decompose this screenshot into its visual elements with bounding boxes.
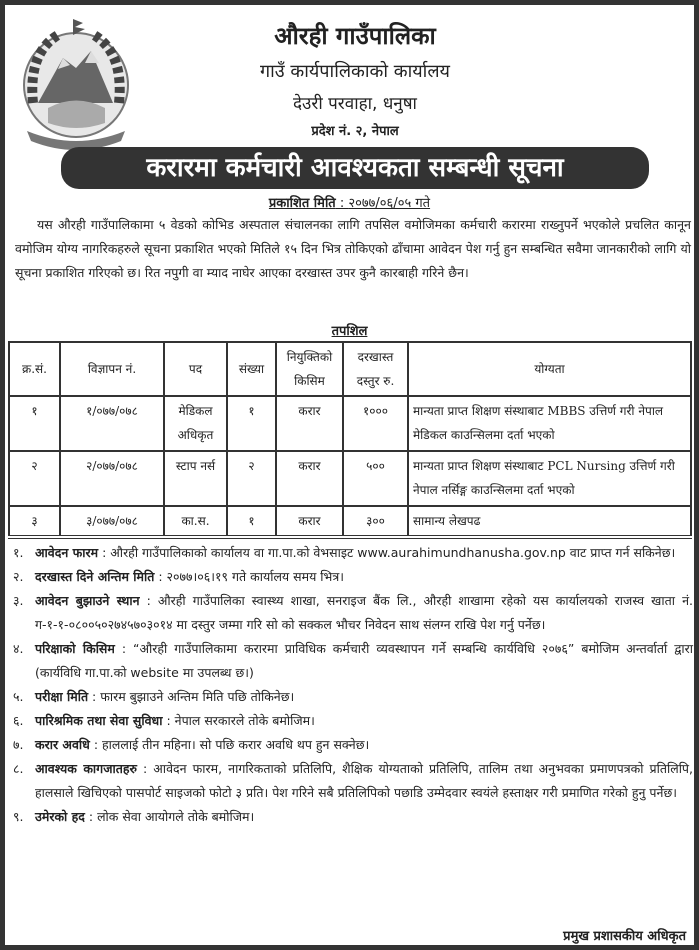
col-header-qualification: योग्यता	[408, 342, 691, 396]
term-item	[13, 589, 693, 637]
details-heading: तपशिल	[331, 324, 368, 339]
term-text: : नेपाल सरकारले तोके बमोजिम।	[162, 713, 315, 728]
cell-serial: १	[9, 396, 60, 451]
col-header-fee: दरखास्त दस्तुर रु.	[343, 342, 408, 396]
term-text: : हाललाई तीन महिना। सो पछि करार अवधि थप हुन सक्नेछ।	[89, 737, 370, 752]
cell-fee: ५००	[343, 451, 408, 506]
cell-count: २	[227, 451, 276, 506]
term-title: आवेदन फारम	[35, 545, 99, 560]
term-text: : औरही गाउँपालिकाको कार्यालय वा गा.पा.को वेभसाइट www.aurahimundhanusha.gov.np वाट प्राप्त गर्न सकिनेछ।	[98, 545, 676, 560]
term-number: २.	[13, 569, 24, 584]
published-date-value: २०७७/०६/०५ गते	[348, 196, 431, 211]
term-item	[13, 757, 693, 805]
cell-appointment-type: करार	[276, 396, 343, 451]
cell-serial: २	[9, 451, 60, 506]
cell-ad-number: २/०७७/०७८	[60, 451, 164, 506]
published-date	[5, 193, 694, 211]
term-number: ९.	[13, 809, 24, 824]
intro-paragraph	[15, 213, 691, 285]
municipality-name: औरही गाउँपालिका	[274, 22, 436, 50]
term-item	[13, 733, 693, 757]
term-title: करार अवधि	[35, 737, 90, 752]
term-number: १.	[13, 545, 24, 560]
vacancy-table	[8, 341, 692, 539]
term-number: ३.	[13, 593, 24, 608]
cell-fee: ३००	[343, 506, 408, 537]
col-header-post: पद	[164, 342, 227, 396]
notice-title-banner: करारमा कर्मचारी आवश्यकता सम्बन्धी सूचना	[61, 147, 649, 189]
term-text: : औरही गाउँपालिका स्वास्थ्य शाखा, सनराइज बैंक लि., औरही शाखामा रहेको यस कार्यालयको राजस्व खाता नं. ग-१-१-०८००५०२७४५७०३०१४ मा दस्तुर जम्मा गरि सो को सक्कल भौचर निवेदन साथ संलग्न राखि पेश गर्नु पर्नेछ।	[35, 593, 693, 632]
col-header-serial: क्र.सं.	[9, 342, 60, 396]
term-title: परीक्षा मिति	[35, 689, 89, 704]
term-text: : लोक सेवा आयोगले तोके बमोजिम।	[84, 809, 255, 824]
cell-appointment-type: करार	[276, 451, 343, 506]
terms-list	[13, 541, 693, 829]
office-name: गाउँ कार्यपालिकाको कार्यालय	[260, 61, 450, 82]
term-title: उमेरको हद	[35, 809, 85, 824]
term-number: ५.	[13, 689, 24, 704]
term-text: : “औरही गाउँपालिकामा करारमा प्राविधिक कर्मचारी व्यवस्थापन गर्ने सम्बन्धि कार्यविधि २०७६” बमोजिम अन्तर्वार्ता द्वारा (कार्यविधि गा.पा.को website मा उपलब्ध छ।)	[35, 641, 693, 680]
term-item	[13, 565, 693, 589]
cell-ad-number: १/०७७/०७८	[60, 396, 164, 451]
term-title: दरखास्त दिने अन्तिम मिति	[35, 569, 155, 584]
term-title: आवश्यक कागजातहरु	[35, 761, 137, 776]
col-header-count: संख्या	[227, 342, 276, 396]
term-item	[13, 541, 693, 565]
signatory-title: प्रमुख प्रशासकीय अधिकृत	[563, 929, 686, 944]
nepal-emblem-logo	[13, 13, 139, 163]
term-title: पारिश्रमिक तथा सेवा सुविधा	[35, 713, 163, 728]
term-item	[13, 805, 693, 829]
term-number: ७.	[13, 737, 24, 752]
term-text: : २०७७।०६।१९ गते कार्यालय समय भित्र।	[154, 569, 344, 584]
table-header-row	[9, 342, 691, 396]
term-text: : फारम बुझाउने अन्तिम मिति पछि तोकिनेछ।	[88, 689, 295, 704]
published-date-separator: :	[335, 196, 349, 211]
cell-count: १	[227, 506, 276, 537]
term-number: ६.	[13, 713, 24, 728]
province-name: प्रदेश नं. २, नेपाल	[311, 124, 399, 139]
office-address: देउरी परवाहा, धनुषा	[293, 94, 417, 114]
term-number: ४.	[13, 641, 24, 656]
table-row	[9, 396, 691, 451]
table-row	[9, 506, 691, 537]
published-date-label: प्रकाशित मिति	[268, 196, 336, 211]
table-row	[9, 451, 691, 506]
cell-appointment-type: करार	[276, 506, 343, 537]
cell-qualification: मान्यता प्राप्त शिक्षण संस्थाबाट MBBS उत्तिर्ण गरी नेपाल मेडिकल काउन्सिलमा दर्ता भएको	[408, 396, 691, 451]
term-item	[13, 685, 693, 709]
cell-qualification: सामान्य लेखपढ	[408, 506, 691, 537]
cell-post: मेडिकल अधिकृत	[164, 396, 227, 451]
cell-fee: १०००	[343, 396, 408, 451]
intro-text: यस औरही गाउँपालिकामा ५ वेडको कोभिड अस्पताल संचालनका लागि तपसिल वमोजिमका कर्मचारी करारमा राख्नुपर्ने भएकोले प्रचलित कानून वमोजिम योग्य नागरिकहरुले सूचना प्रकाशित भएको मितिले १५ दिन भित्र तोकिएको ढाँचामा आवेदन पेश गर्नु हुन सम्बन्धित सवैमा जानकारीको लागि यो सूचना प्रकाशित गरिएको छ। रित नपुगी वा म्याद नाघेर आएका दरखास्त उपर कुनै कारबाही गरिने छैन।	[15, 217, 691, 280]
cell-post: स्टाप नर्स	[164, 451, 227, 506]
term-title: आवेदन बुझाउने स्थान	[35, 593, 140, 608]
cell-qualification: मान्यता प्राप्त शिक्षण संस्थाबाट PCL Nursing उत्तिर्ण गरी नेपाल नर्सिङ्ग काउन्सिलमा दर्ता भएको	[408, 451, 691, 506]
term-text: : आवेदन फारम, नागरिकताको प्रतिलिपि, शैक्षिक योग्यताको प्रतिलिपि, तालिम तथा अनुभवका प्रमाणपत्रको प्रतिलिपि, हालसाले खिचिएको पासपोर्ट साइजको फोटो ३ प्रति। पेश गरिने सबै प्रतिलिपिको पछाडि उम्मेदवार स्वयंले हस्ताक्षर गरी प्रमाणित गरेको हुनु पर्नेछ।	[35, 761, 694, 800]
cell-serial: ३	[9, 506, 60, 537]
cell-count: १	[227, 396, 276, 451]
col-header-ad-number: विज्ञापन नं.	[60, 342, 164, 396]
col-header-appointment-type: नियुक्तिको किसिम	[276, 342, 343, 396]
term-title: परिक्षाको किसिम	[35, 641, 115, 656]
term-item	[13, 637, 693, 685]
cell-ad-number: ३/०७७/०७८	[60, 506, 164, 537]
cell-post: का.स.	[164, 506, 227, 537]
term-item	[13, 709, 693, 733]
term-number: ८.	[13, 761, 24, 776]
